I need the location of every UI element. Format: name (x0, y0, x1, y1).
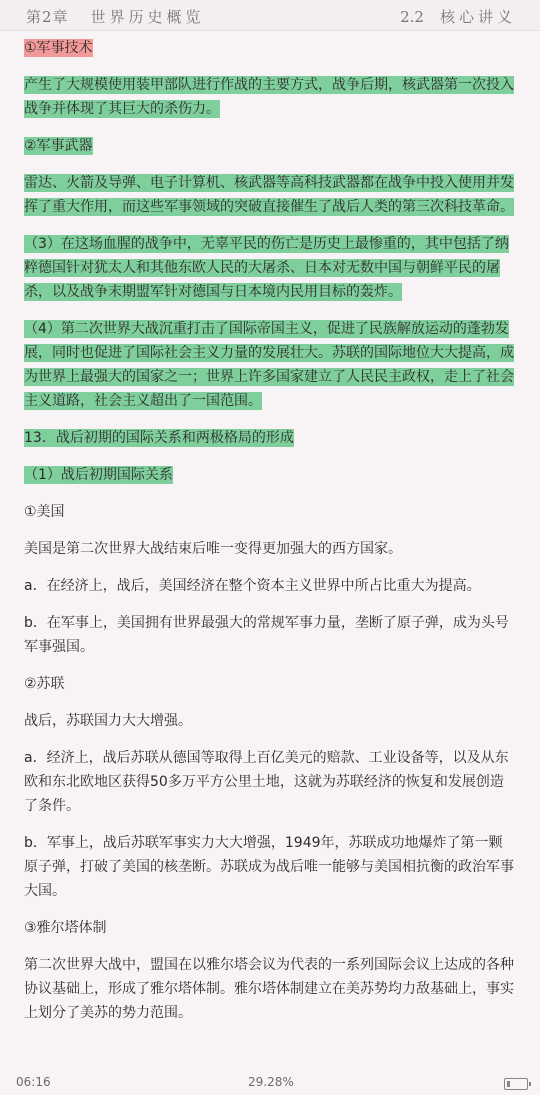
paragraph (24, 73, 516, 121)
paragraph (24, 953, 516, 1025)
paragraph (24, 916, 516, 940)
paragraph (24, 611, 516, 659)
paragraph (24, 426, 516, 450)
paragraph-text: ②苏联 (24, 676, 65, 692)
paragraph-text: （1）战后初期国际关系 (24, 467, 173, 483)
chapter-number: 第2章 (26, 8, 69, 26)
reading-progress: 29.28% (248, 1075, 294, 1089)
section-number: 2.2 (400, 8, 424, 26)
paragraph (24, 746, 516, 818)
paragraph (24, 831, 516, 903)
chapter-title: 世界历史概览 (90, 8, 205, 26)
paragraph-text: ②军事武器 (24, 138, 93, 154)
paragraph-text: a．在经济上，战后，美国经济在整个资本主义世界中所占比重大为提高。 (24, 578, 481, 594)
paragraph (24, 672, 516, 696)
paragraph-text: b．在军事上，美国拥有世界最强大的常规军事力量，垄断了原子弹，成为头号军事强国。 (24, 615, 509, 655)
paragraph-text: 战后，苏联国力大大增强。 (24, 713, 192, 729)
battery-nub (529, 1082, 531, 1086)
paragraph (24, 463, 516, 487)
paragraph-text: ①美国 (24, 504, 65, 520)
paragraph (24, 134, 516, 158)
paragraph (24, 537, 516, 561)
battery-level (507, 1081, 510, 1087)
clock: 06:16 (16, 1075, 51, 1089)
paragraph-text: b．军事上，战后苏联军事实力大大增强，1949年，苏联成功地爆炸了第一颗原子弹，打破了美国的核垄断。苏联成为战后唯一能够与美国相抗衡的政治军事大国。 (24, 835, 514, 899)
paragraph-text: 雷达、火箭及导弹、电子计算机、核武器等高科技武器都在战争中投入使用并发挥了重大作用，而这些军事领域的突破直接催生了战后人类的第三次科技革命。 (24, 175, 514, 215)
paragraph-text: a．经济上，战后苏联从德国等取得上百亿美元的赔款、工业设备等，以及从东欧和东北欧地区获得50多万平方公里土地，这就为苏联经济的恢复和发展创造了条件。 (24, 750, 509, 814)
section-title: 核心讲义 (439, 8, 516, 26)
chapter-heading (26, 6, 205, 27)
paragraph-text: 产生了大规模使用装甲部队进行作战的主要方式，战争后期，核武器第一次投入战争并体现了其巨大的杀伤力。 (24, 77, 514, 117)
section-heading (400, 6, 516, 27)
reader-content[interactable] (24, 36, 516, 1038)
paragraph-text: 美国是第二次世界大战结束后唯一变得更加强大的西方国家。 (24, 541, 402, 557)
paragraph (24, 317, 516, 413)
paragraph-text: 第二次世界大战中，盟国在以雅尔塔会议为代表的一系列国际会议上达成的各种协议基础上，形成了雅尔塔体制。雅尔塔体制建立在美苏势均力敌基础上，事实上划分了美苏的势力范围。 (24, 957, 514, 1021)
paragraph-text: 13．战后初期的国际关系和两极格局的形成 (24, 430, 294, 446)
paragraph (24, 171, 516, 219)
paragraph-text: （4）第二次世界大战沉重打击了国际帝国主义，促进了民族解放运动的蓬勃发展，同时也促进了国际社会主义力量的发展壮大。苏联的国际地位大大提高，成为世界上最强大的国家之一；世界上许多国家建立了人民民主政权，走上了社会主义道路，社会主义超出了一国范围。 (24, 321, 514, 409)
paragraph-text: ③雅尔塔体制 (24, 920, 107, 936)
paragraph (24, 36, 516, 60)
battery-icon (504, 1078, 528, 1090)
paragraph (24, 574, 516, 598)
status-footer (0, 1069, 540, 1095)
paragraph (24, 709, 516, 733)
paragraph (24, 500, 516, 524)
paragraph-text: （3）在这场血腥的战争中，无辜平民的伤亡是历史上最惨重的，其中包括了纳粹德国针对犹太人和其他东欧人民的大屠杀、日本对无数中国与朝鲜平民的屠杀，以及战争末期盟军针对德国与日本境内民用目标的轰炸。 (24, 236, 509, 300)
page-header (0, 0, 540, 31)
paragraph (24, 232, 516, 304)
paragraph-text: ①军事技术 (24, 40, 93, 56)
